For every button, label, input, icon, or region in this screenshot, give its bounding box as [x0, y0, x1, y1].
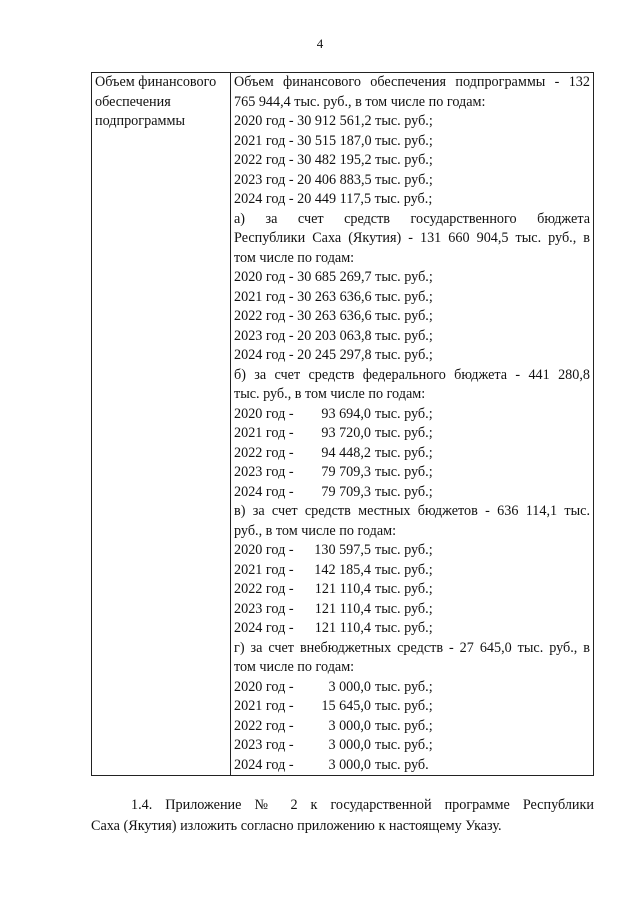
year-label: 2020 год - — [234, 405, 294, 422]
amendment-paragraph — [91, 795, 594, 837]
paragraph-line: 1.4. Приложение № 2 к государственной программе Республики — [131, 797, 594, 813]
unit: тыс. руб.; — [375, 600, 433, 617]
amount: 142 185,4 — [314, 561, 371, 578]
b-year-line — [234, 463, 590, 483]
v-year-line — [234, 580, 590, 600]
year-label: 2024 год - — [234, 483, 294, 500]
paragraph-line: Саха (Якутия) изложить согласно приложению к настоящему Указу. — [91, 818, 502, 834]
amount: 121 110,4 — [314, 620, 371, 636]
unit: тыс. руб.; — [375, 405, 433, 422]
section-g-line: г) за счет внебюджетных средств - 27 645,0 тыс. руб., в — [234, 639, 590, 656]
unit: тыс. руб.; — [375, 542, 433, 558]
unit: тыс. руб.; — [375, 483, 433, 500]
amount: 15 645,0 — [321, 698, 371, 714]
left-label-line: обеспечения — [95, 93, 171, 110]
a-year-line: 2022 год - 30 263 636,6 тыс. руб.; — [234, 308, 433, 324]
section-b-line: б) за счет средств федерального бюджета - 441 280,8 — [234, 366, 590, 383]
b-year-line — [234, 444, 590, 464]
section-v-line: руб., в том числе по годам: — [234, 522, 397, 539]
financing-table — [91, 72, 594, 776]
total-year-line: 2020 год - 30 912 561,2 тыс. руб.; — [234, 113, 433, 129]
intro-line: Объем финансового обеспечения подпрограммы - 132 — [234, 74, 590, 90]
g-year-line — [234, 678, 590, 698]
table-row — [92, 73, 594, 776]
year-label: 2020 год - — [234, 678, 294, 695]
year-label: 2024 год - — [234, 620, 294, 636]
section-a-line: том числе по годам: — [234, 249, 355, 266]
year-label: 2023 год - — [234, 600, 294, 617]
unit: тыс. руб.; — [375, 464, 433, 480]
year-label: 2023 год - — [234, 737, 294, 753]
unit: тыс. руб.; — [375, 561, 433, 578]
total-year-line: 2023 год - 20 406 883,5 тыс. руб.; — [234, 171, 433, 188]
a-year-line: 2024 год - 20 245 297,8 тыс. руб.; — [234, 347, 433, 363]
year-label: 2021 год - — [234, 425, 294, 441]
section-b-line: тыс. руб., в том числе по годам: — [234, 386, 426, 402]
amount: 79 709,3 — [321, 464, 371, 480]
unit: тыс. руб.; — [375, 444, 433, 461]
unit: тыс. руб.; — [375, 425, 433, 441]
a-year-line: 2020 год - 30 685 269,7 тыс. руб.; — [234, 269, 433, 285]
g-year-line — [234, 717, 590, 737]
year-label: 2022 год - — [234, 717, 294, 734]
amount: 79 709,3 — [321, 483, 371, 500]
amount: 94 448,2 — [321, 444, 371, 461]
amount: 130 597,5 — [314, 542, 371, 558]
amount: 93 694,0 — [321, 405, 371, 422]
year-label: 2022 год - — [234, 444, 294, 461]
left-label-line: Объем финансового — [95, 74, 217, 90]
v-year-line — [234, 619, 590, 639]
a-year-line: 2021 год - 30 263 636,6 тыс. руб.; — [234, 288, 433, 305]
section-a-line: Республики Саха (Якутия) - 131 660 904,5 тыс. руб., в — [234, 230, 590, 246]
left-label-cell — [92, 73, 231, 776]
unit: тыс. руб. — [375, 756, 429, 773]
page-number: 4 — [316, 36, 324, 51]
amount: 3 000,0 — [328, 717, 371, 734]
left-label-line: подпрограммы — [95, 113, 185, 129]
amount: 93 720,0 — [321, 425, 371, 441]
year-label: 2024 год - — [234, 756, 294, 773]
amount: 3 000,0 — [328, 737, 371, 753]
total-year-line: 2022 год - 30 482 195,2 тыс. руб.; — [234, 152, 433, 168]
v-year-line — [234, 541, 590, 561]
amount: 3 000,0 — [328, 756, 371, 773]
year-label: 2021 год - — [234, 561, 294, 578]
g-year-line — [234, 756, 590, 776]
b-year-line — [234, 483, 590, 503]
total-year-line: 2021 год - 30 515 187,0 тыс. руб.; — [234, 132, 433, 149]
v-year-line — [234, 561, 590, 581]
g-year-line — [234, 697, 590, 717]
section-v-line: в) за счет средств местных бюджетов - 636 114,1 тыс. — [234, 503, 590, 519]
unit: тыс. руб.; — [375, 678, 433, 695]
year-label: 2021 год - — [234, 698, 294, 714]
unit: тыс. руб.; — [375, 737, 433, 753]
section-g-line: том числе по годам: — [234, 659, 355, 675]
intro-line: 765 944,4 тыс. руб., в том числе по годам: — [234, 93, 486, 110]
g-year-line — [234, 736, 590, 756]
unit: тыс. руб.; — [375, 581, 433, 597]
amount: 121 110,4 — [314, 581, 371, 597]
year-label: 2020 год - — [234, 542, 294, 558]
a-year-line: 2023 год - 20 203 063,8 тыс. руб.; — [234, 327, 433, 344]
year-label: 2023 год - — [234, 464, 294, 480]
unit: тыс. руб.; — [375, 698, 433, 714]
right-content-cell — [231, 73, 594, 776]
year-label: 2022 год - — [234, 581, 294, 597]
total-year-line: 2024 год - 20 449 117,5 тыс. руб.; — [234, 191, 433, 207]
amount: 3 000,0 — [328, 678, 371, 695]
section-a-line: а) за счет средств государственного бюджета — [234, 210, 590, 227]
amount: 121 110,4 — [314, 600, 371, 617]
b-year-line — [234, 405, 590, 425]
unit: тыс. руб.; — [375, 717, 433, 734]
unit: тыс. руб.; — [375, 620, 433, 636]
v-year-line — [234, 600, 590, 620]
b-year-line — [234, 424, 590, 444]
